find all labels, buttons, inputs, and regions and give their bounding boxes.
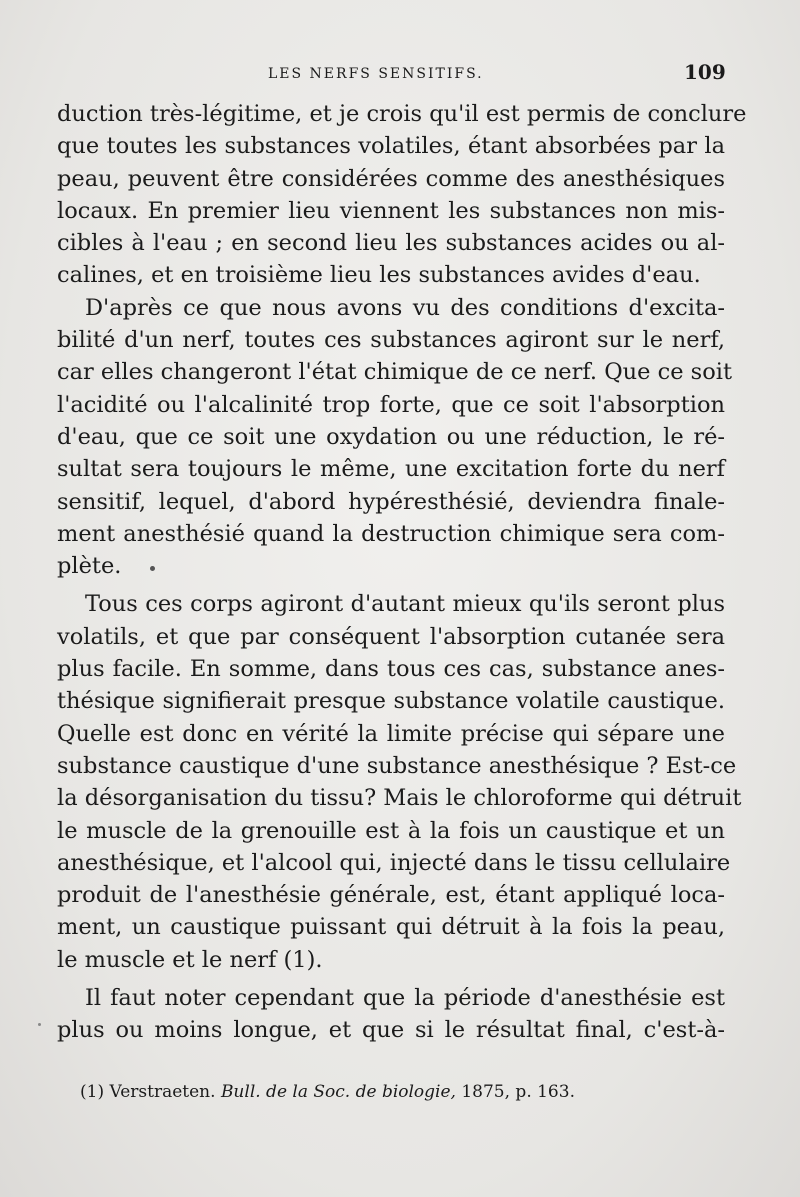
running-title: LES NERFS SENSITIFS.	[268, 66, 484, 82]
paragraph-4	[57, 982, 725, 1047]
text-line: plus facile. En somme, dans tous ces cas, substance anes-	[57, 656, 725, 683]
text-line: duction très-légitime, et je crois qu'il est permis de conclure	[57, 101, 747, 127]
text-line: Quelle est donc en vérité la limite précise qui sépare une	[57, 720, 725, 747]
text-line: volatils, et que par conséquent l'absorption cutanée sera	[57, 623, 725, 650]
text-line: le muscle et le nerf (1).	[57, 946, 323, 973]
text-line: produit de l'anesthésie générale, est, étant appliqué loca-	[57, 882, 725, 909]
text-line: l'acidité ou l'alcalinité trop forte, que ce soit l'absorption	[57, 391, 725, 418]
page-number: 109	[684, 60, 726, 84]
text-line: la désorganisation du tissu? Mais le chloroforme qui détruit	[57, 785, 742, 812]
footnote-marker: (1)	[80, 1082, 105, 1102]
text-line: cibles à l'eau ; en second lieu les substances acides ou al-	[57, 230, 725, 257]
paragraph-3	[57, 588, 742, 976]
text-line: Il faut noter cependant que la période d'anesthésie est	[85, 985, 725, 1012]
text-line: bilité d'un nerf, toutes ces substances agiront sur le nerf,	[57, 327, 725, 354]
text-line: thésique signifierait presque substance volatile caustique.	[57, 688, 725, 715]
footnote-details: 1875, p. 163.	[461, 1082, 575, 1102]
text-line: ment anesthésié quand la destruction chimique sera com-	[57, 520, 725, 547]
text-line: le muscle de la grenouille est à la fois un caustique et un	[57, 817, 725, 844]
footnote-author: Verstraeten.	[109, 1082, 216, 1102]
text-line: D'après ce que nous avons vu des conditions d'excita-	[85, 294, 725, 321]
text-line: calines, et en troisième lieu les substances avides d'eau.	[57, 262, 701, 289]
text-line: ment, un caustique puissant qui détruit à la fois la peau,	[57, 914, 725, 941]
paragraph-2	[57, 292, 733, 583]
text-line: sensitif, lequel, d'abord hypéresthésié, deviendra finale-	[57, 488, 725, 515]
text-line: d'eau, que ce soit une oxydation ou une réduction, le ré-	[57, 423, 725, 450]
text-line: locaux. En premier lieu viennent les substances non mis-	[57, 197, 725, 224]
text-line: Tous ces corps agiront d'autant mieux qu'ils seront plus	[85, 591, 725, 618]
paper-speck	[150, 566, 155, 571]
paragraph-1	[57, 98, 747, 292]
text-line: plus ou moins longue, et que si le résultat final, c'est-à-	[57, 1017, 725, 1044]
text-line: anesthésique, et l'alcool qui, injecté dans le tissu cellulaire	[57, 849, 731, 876]
footnote-source: Bull. de la Soc. de biologie,	[220, 1082, 456, 1102]
text-line: plète.	[57, 553, 122, 580]
text-line: sultat sera toujours le même, une excitation forte du nerf	[57, 456, 725, 483]
body-text	[57, 98, 747, 1047]
footnote	[80, 1082, 575, 1102]
text-line: peau, peuvent être considérées comme des anesthésiques	[57, 165, 725, 192]
text-line: car elles changeront l'état chimique de ce nerf. Que ce soit	[57, 359, 733, 386]
text-line: que toutes les substances volatiles, étant absorbées par la	[57, 133, 725, 160]
paper-speck	[38, 1023, 41, 1026]
text-line: substance caustique d'une substance anesthésique ? Est-ce	[57, 752, 737, 779]
